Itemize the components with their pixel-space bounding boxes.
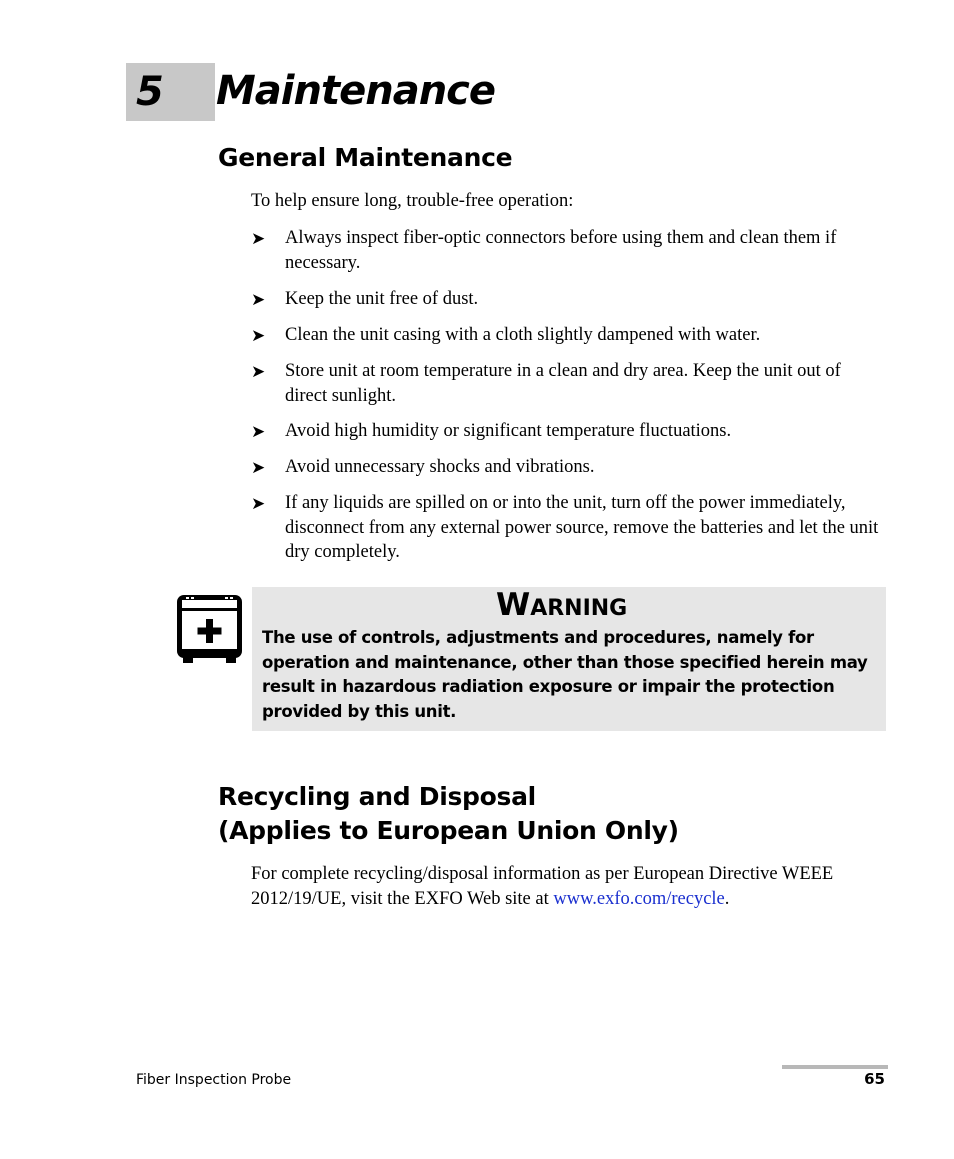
list-item xyxy=(251,455,891,480)
list-item-text: Clean the unit casing with a cloth slightly dampened with water. xyxy=(285,325,761,345)
page-number: 65 xyxy=(864,1070,885,1088)
warning-title: Warning xyxy=(496,587,628,623)
list-item-text: Store unit at room temperature in a clean and dry area. Keep the unit out of direct sunlight. xyxy=(285,361,841,406)
footer-title: Fiber Inspection Probe xyxy=(136,1072,292,1088)
chapter-number: 5 xyxy=(136,69,164,115)
recycling-heading-line2: (Applies to European Union Only) xyxy=(218,816,679,845)
list-item xyxy=(251,491,891,565)
recycling-text-body: For complete recycling/disposal information as per European Directive WEEE 2012/19/UE, visit the EXFO Web site at xyxy=(251,864,834,909)
list-item-text: Avoid unnecessary shocks and vibrations. xyxy=(285,457,595,477)
recycling-heading-line1: Recycling and Disposal xyxy=(218,782,536,811)
ambulance-icon xyxy=(175,593,244,664)
list-item xyxy=(251,226,891,275)
list-item-text: Avoid high humidity or significant temperature fluctuations. xyxy=(285,421,732,441)
recycling-heading xyxy=(218,780,679,848)
recycling-text-end: . xyxy=(724,888,730,909)
list-item-text: If any liquids are spilled on or into the unit, turn off the power immediately, disconnect from any external power source, remove the batteries and let the unit dry completely. xyxy=(285,493,879,562)
arrow-bullet-icon: ➤ xyxy=(251,229,266,249)
chapter-title: Maintenance xyxy=(216,68,496,114)
arrow-bullet-icon: ➤ xyxy=(251,326,266,346)
arrow-bullet-icon: ➤ xyxy=(251,494,266,514)
arrow-bullet-icon: ➤ xyxy=(251,290,266,310)
list-item xyxy=(251,287,891,312)
general-maintenance-heading: General Maintenance xyxy=(218,143,513,172)
recycle-link[interactable]: www.exfo.com/recycle xyxy=(553,888,725,909)
list-item xyxy=(251,323,891,348)
list-item-text: Keep the unit free of dust. xyxy=(285,289,479,309)
arrow-bullet-icon: ➤ xyxy=(251,362,266,382)
arrow-bullet-icon: ➤ xyxy=(251,458,266,478)
warning-text: The use of controls, adjustments and procedures, namely for operation and maintenance, other than those specified herein may result in hazardous radiation exposure or impair the protection provided by this unit. xyxy=(262,628,868,721)
list-item-text: Always inspect fiber-optic connectors before using them and clean them if necessary. xyxy=(285,228,837,273)
recycling-text xyxy=(251,862,871,911)
list-item xyxy=(251,419,891,444)
intro-text: To help ensure long, trouble-free operation: xyxy=(251,191,574,211)
list-item xyxy=(251,359,891,408)
arrow-bullet-icon: ➤ xyxy=(251,422,266,442)
